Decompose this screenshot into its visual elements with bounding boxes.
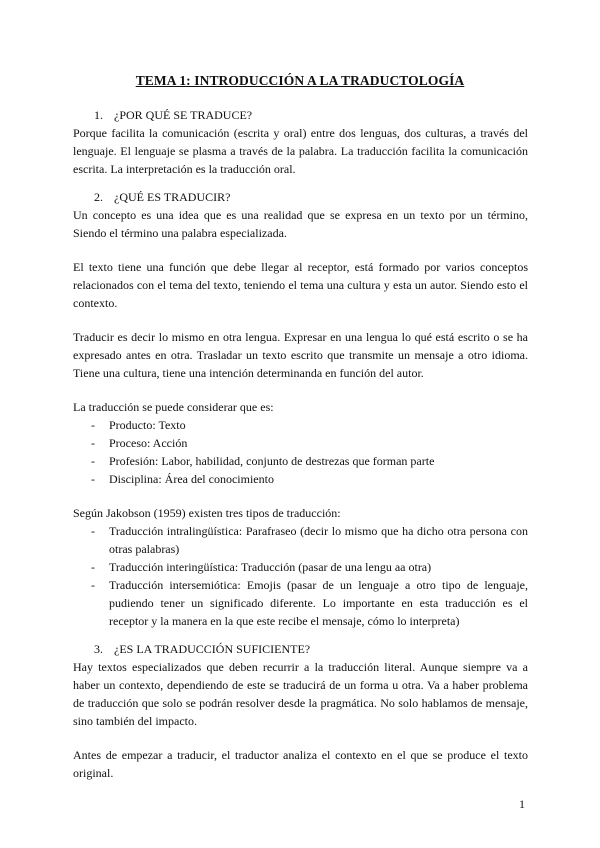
paragraph: Un concepto es una idea que es una realidad que se expresa en un texto por un término, Siendo el término una palabra especializada. <box>73 208 528 240</box>
section-number: 1. <box>94 108 103 122</box>
section-heading-3 <box>94 640 528 658</box>
list-item: - Profesión: Labor, habilidad, conjunto de destrezas que forman parte <box>73 452 528 470</box>
page-number: 1 <box>519 797 525 811</box>
paragraph: La traducción se puede considerar que es: <box>73 400 274 414</box>
paragraph: Según Jakobson (1959) existen tres tipos de traducción: <box>73 506 341 520</box>
list-item: - Proceso: Acción <box>73 434 528 452</box>
section-number: 3. <box>94 642 103 656</box>
document-body <box>73 106 528 782</box>
paragraph: Porque facilita la comunicación (escrita y oral) entre dos lenguas, dos culturas, a través del lenguaje. El lenguaje se plasma a través de la palabra. La traducción facilita la comunicación escrita. La interpretación es la traducción oral. <box>73 126 528 176</box>
jakobson-types-list <box>73 522 528 630</box>
list-item: - Disciplina: Área del conocimiento <box>73 470 528 488</box>
section-heading-1 <box>94 106 528 124</box>
list-item: - Traducción intralingüística: Parafraseo (decir lo mismo que ha dicho otra persona con otras palabras) <box>73 522 528 558</box>
section-number: 2. <box>94 190 103 204</box>
paragraph: El texto tiene una función que debe llegar al receptor, está formado por varios conceptos relacionados con el tema del texto, teniendo el tema una cultura y esta un autor. Siendo esto el contexto. <box>73 260 528 310</box>
paragraph: Traducir es decir lo mismo en otra lengua. Expresar en una lengua lo qué está escrito o se ha expresado antes en otra. Trasladar un texto escrito que transmite un mensaje a otro idioma. Tiene una cultura, tiene una intención determinanda en función del autor. <box>73 330 528 380</box>
document-title: TEMA 1: INTRODUCCIÓN A LA TRADUCTOLOGÍA <box>135 73 465 88</box>
section-heading-text: ¿ES LA TRADUCCIÓN SUFICIENTE? <box>114 642 311 656</box>
translation-types-list <box>73 416 528 488</box>
section-heading-2 <box>94 188 528 206</box>
list-item: - Producto: Texto <box>73 416 528 434</box>
list-item: - Traducción intersemiótica: Emojis (pasar de un lenguaje a otro tipo de lenguaje, pudiendo tener un significado diferente. Lo importante en esta traducción es el receptor y la manera en la que este recibe el mensaje, cómo lo interpreta) <box>73 576 528 630</box>
list-item: - Traducción interingüística: Traducción (pasar de una lengu aa otra) <box>73 558 528 576</box>
paragraph: Hay textos especializados que deben recurrir a la traducción literal. Aunque siempre va a haber un contexto, dependiendo de este se traducirá de un forma u otra. Va a haber problema de traducción que solo se podrán resolver desde la pragmática. No solo hablamos de mensaje, sino también del impacto. <box>73 660 528 728</box>
section-heading-text: ¿POR QUÉ SE TRADUCE? <box>114 108 253 122</box>
section-heading-text: ¿QUÉ ES TRADUCIR? <box>114 190 231 204</box>
paragraph: Antes de empezar a traducir, el traductor analiza el contexto en el que se produce el texto original. <box>73 748 528 780</box>
